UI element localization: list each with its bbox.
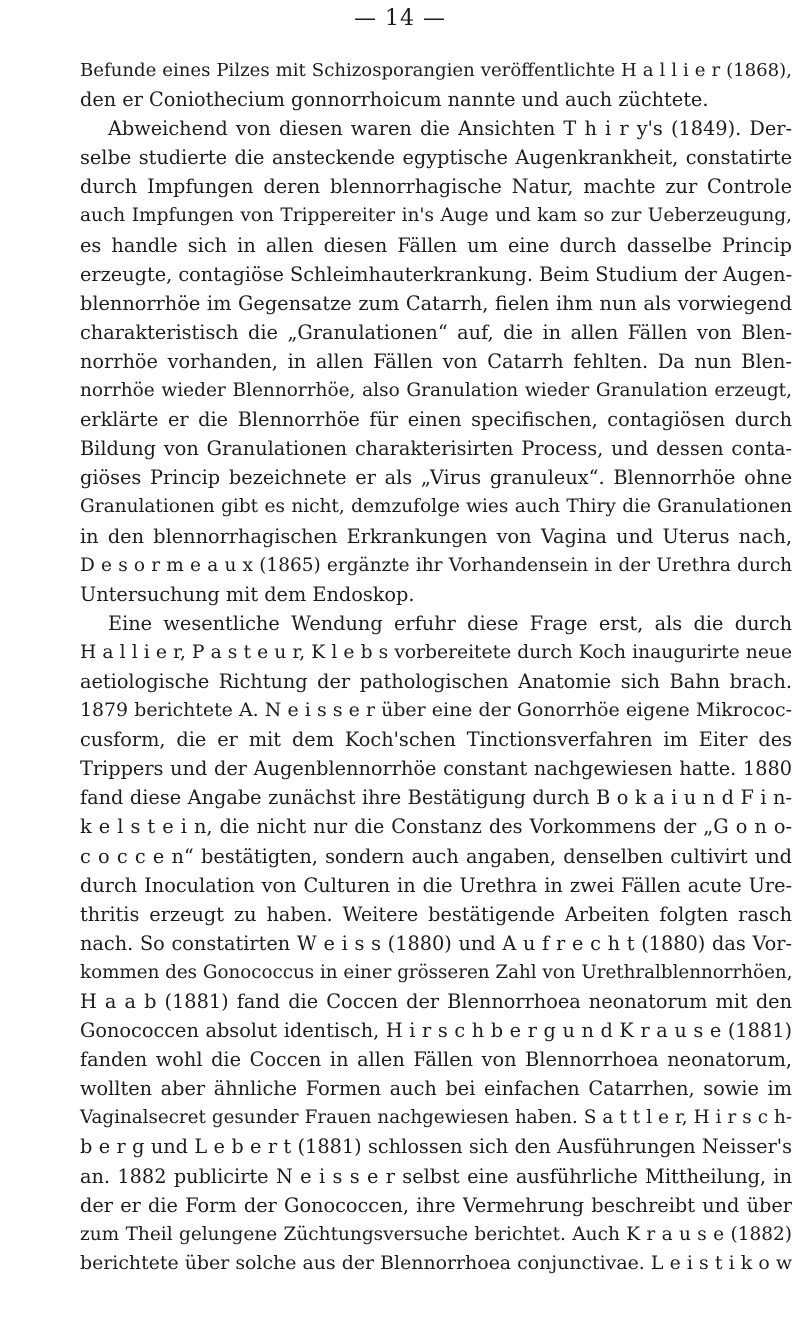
text-line: norrhöe wieder Blennorrhöe, also Granulation wieder Granulation erzeugt, xyxy=(80,380,792,402)
text-line: an. 1882 publicirte N e i s s e r selbst eine ausführliche Mittheilung, in xyxy=(80,1164,792,1188)
text-line: Abweichend von diesen waren die Ansichten T h i r y's (1849). Der- xyxy=(108,117,792,141)
text-line: blennorrhöe im Gegensatze zum Catarrh, fielen ihm nun als vorwiegend xyxy=(80,291,792,315)
text-line: thritis erzeugt zu haben. Weitere bestätigende Arbeiten folgten rasch xyxy=(80,902,792,926)
text-line: wollten aber ähnliche Formen auch bei einfachen Catarrhen, sowie im xyxy=(80,1077,792,1101)
text-line: fanden wohl die Coccen in allen Fällen von Blennorrhoea neonatorum, xyxy=(80,1048,792,1072)
text-line: Eine wesentliche Wendung erfuhr diese Frage erst, als die durch xyxy=(108,611,792,635)
text-line: D e s o r m e a u x (1865) ergänzte ihr Vorhandensein in der Urethra durch xyxy=(80,554,792,576)
text-line: nach. So constatirten W e i s s (1880) und A u f r e c h t (1880) das Vor- xyxy=(80,931,792,955)
text-line: Vaginalsecret gesunder Frauen nachgewiesen haben. S a t t l e r, H i r s c h- xyxy=(80,1107,792,1129)
text-line: Trippers und der Augenblennorrhöe constant nachgewiesen hatte. 1880 xyxy=(80,757,792,781)
text-line: k e l s t e i n, die nicht nur die Constanz des Vorkommens der „G o n o- xyxy=(80,815,792,839)
text-line: Gonococcen absolut identisch, H i r s c h b e r g u n d K r a u s e (1881) xyxy=(80,1019,792,1043)
text-line: cusform, die er mit dem Koch'schen Tinctionsverfahren im Eiter des xyxy=(80,728,792,752)
text-line: zum Theil gelungene Züchtungsversuche berichtet. Auch K r a u s e (1882) xyxy=(80,1223,792,1245)
text-line: durch Impfungen deren blennorrhagische Natur, machte zur Controle xyxy=(80,175,792,199)
page-number-header: — 14 — xyxy=(354,6,446,31)
text-line: in den blennorrhagischen Erkrankungen von Vagina und Uterus nach, xyxy=(80,524,792,548)
text-line: selbe studierte die ansteckende egyptische Augenkrankheit, constatirte xyxy=(80,146,792,170)
text-line: Granulationen gibt es nicht, demzufolge wies auch Thiry die Granulationen xyxy=(80,496,792,518)
text-line: durch Inoculation von Culturen in die Urethra in zwei Fällen acute Ure- xyxy=(80,873,792,897)
text-line: den er Coniothecium gonnorrhoicum nannte und auch züchtete. xyxy=(80,88,709,112)
text-line: charakteristisch die „Granulationen“ auf, die in allen Fällen von Blen- xyxy=(80,320,792,344)
text-line: giöses Princip bezeichnete er als „Virus granuleux“. Blennorrhöe ohne xyxy=(80,466,792,490)
text-line: aetiologische Richtung der pathologischen Anatomie sich Bahn brach. xyxy=(80,669,792,693)
text-line: norrhöe vorhanden, in allen Fällen von Catarrh fehlten. Da nun Blen- xyxy=(80,349,792,373)
text-line: Untersuchung mit dem Endoskop. xyxy=(80,582,415,606)
text-line: fand diese Angabe zunächst ihre Bestätigung durch B o k a i u n d F i n- xyxy=(80,786,792,810)
text-line: Befunde eines Pilzes mit Schizosporangien veröffentlichte H a l l i e r (1868), xyxy=(80,60,792,81)
text-line: berichtete über solche aus der Blennorrhoea conjunctivae. L e i s t i k o w xyxy=(80,1251,792,1274)
text-line: H a l l i e r, P a s t e u r, K l e b s vorbereitete durch Koch inaugurirte neue xyxy=(80,641,792,663)
text-line: der er die Form der Gonococcen, ihre Vermehrung beschreibt und über xyxy=(80,1193,792,1217)
text-line: H a a b (1881) fand die Coccen der Blennorrhoea neonatorum mit den xyxy=(80,990,792,1013)
text-line: erzeugte, contagiöse Schleimhauterkrankung. Beim Studium der Augen- xyxy=(80,262,793,286)
text-line: c o c c e n“ bestätigten, sondern auch angaben, denselben cultivirt und xyxy=(80,844,792,868)
text-line: 1879 berichtete A. N e i s s e r über eine der Gonorrhöe eigene Mikrococ- xyxy=(80,699,792,722)
text-line: b e r g und L e b e r t (1881) schlossen sich den Ausführungen Neisser's xyxy=(80,1135,792,1159)
text-line: erklärte er die Blennorrhöe für einen specifischen, contagiösen durch xyxy=(80,408,792,432)
text-line: es handle sich in allen diesen Fällen um eine durch dasselbe Princip xyxy=(80,233,792,257)
text-line: auch Impfungen von Trippereiter in's Auge und kam so zur Ueberzeugung, xyxy=(80,205,792,227)
text-line: Bildung von Granulationen charakterisirten Process, und dessen conta- xyxy=(80,437,792,461)
text-line: kommen des Gonococcus in einer grösseren Zahl von Urethralblennorrhöen, xyxy=(80,961,793,983)
body-text xyxy=(80,56,792,1278)
